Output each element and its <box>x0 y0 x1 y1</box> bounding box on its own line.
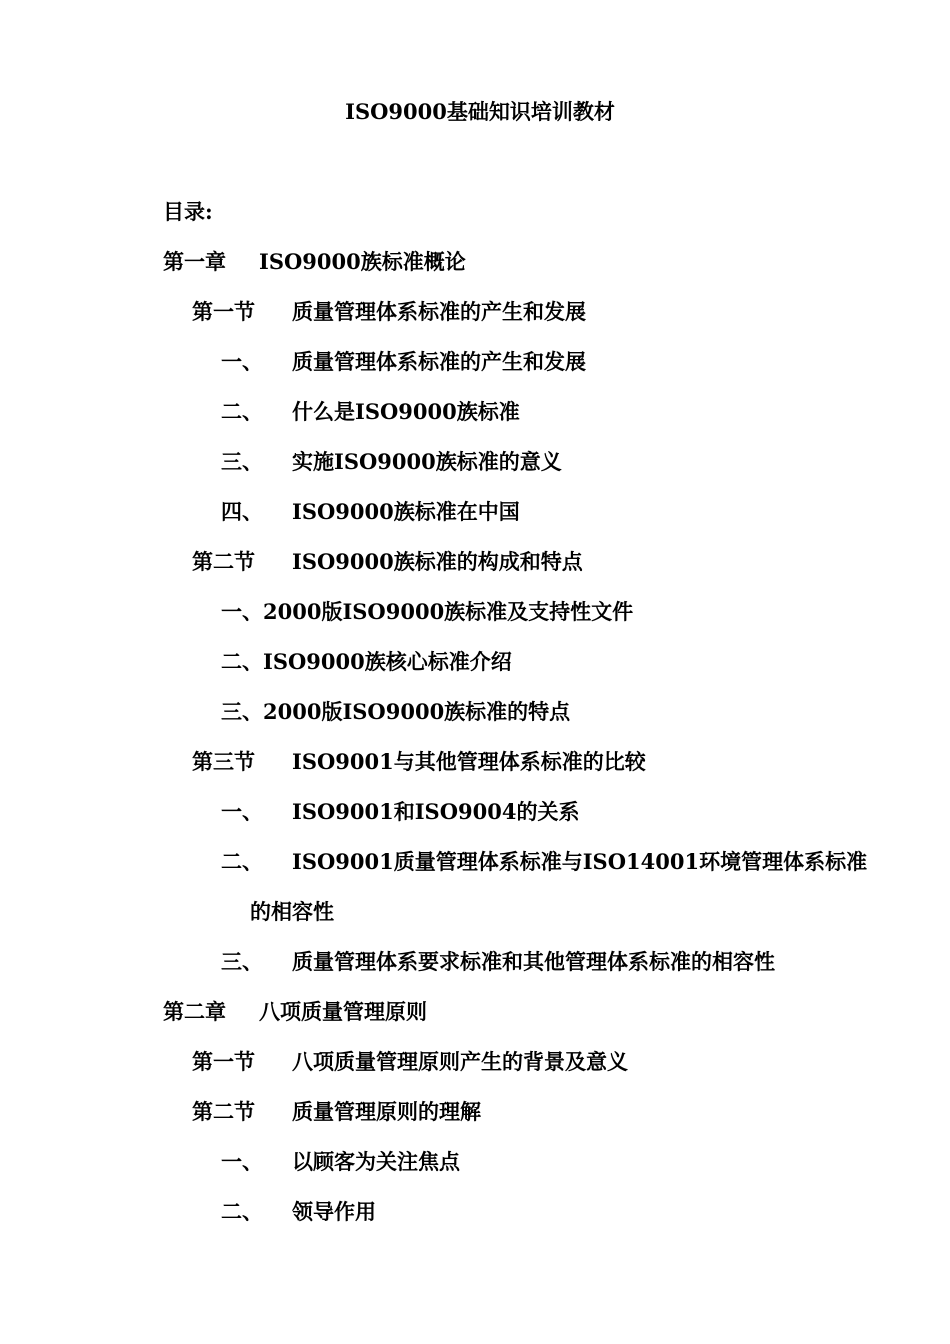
toc-entry-number: 一、 <box>221 799 263 824</box>
toc-entry <box>0 1147 950 1197</box>
toc-entry <box>0 897 950 947</box>
toc-entry-text: 质量管理体系要求标准和其他管理体系标准的相容性 <box>292 949 775 974</box>
toc-entry-text: 以顾客为关注焦点 <box>292 1149 460 1174</box>
toc-entry-number: 一、 <box>221 349 263 374</box>
toc-entry-text: 什么是ISO9000族标准 <box>292 399 520 424</box>
toc-entry-text: ISO9001和ISO9004的关系 <box>292 799 580 824</box>
toc-entry <box>0 997 950 1047</box>
toc-entry-number: 第一章 <box>163 249 226 274</box>
toc-entry-text: 三、2000版ISO9000族标准的特点 <box>221 699 571 724</box>
toc-entry <box>0 747 950 797</box>
toc-entry <box>0 397 950 447</box>
toc-entry-text: ISO9000族标准概论 <box>259 249 466 274</box>
toc-entry-text: ISO9001与其他管理体系标准的比较 <box>292 749 646 774</box>
toc-entry <box>0 547 950 597</box>
document-title: ISO9000基础知识培训教材 <box>345 99 615 124</box>
toc-entry-text: 实施ISO9000族标准的意义 <box>292 449 562 474</box>
toc-entry <box>0 247 950 297</box>
toc-entry <box>0 697 950 747</box>
toc-entry-number: 二、 <box>221 399 263 424</box>
toc-entry-number: 四、 <box>221 499 263 524</box>
toc-entry <box>0 347 950 397</box>
toc-entry <box>0 647 950 697</box>
toc-entry-text: 一、2000版ISO9000族标准及支持性文件 <box>221 599 634 624</box>
toc-entry <box>0 797 950 847</box>
toc-entry-number: 第二章 <box>163 999 226 1024</box>
toc-entry-text: 领导作用 <box>292 1199 376 1224</box>
toc-entry <box>0 1097 950 1147</box>
toc-entry <box>0 297 950 347</box>
toc-entry-number: 二、 <box>221 849 263 874</box>
toc-entry-number: 一、 <box>221 1149 263 1174</box>
toc-entry <box>0 1197 950 1247</box>
toc-entry-text: 质量管理体系标准的产生和发展 <box>292 299 586 324</box>
toc-entry-text: 八项质量管理原则产生的背景及意义 <box>292 1049 628 1074</box>
toc-entry-number: 第二节 <box>192 1099 255 1124</box>
toc-entry-number: 第三节 <box>192 749 255 774</box>
toc-entry <box>0 1047 950 1097</box>
toc-entry-number: 三、 <box>221 949 263 974</box>
toc-entry-text: ISO9001质量管理体系标准与ISO14001环境管理体系标准 <box>292 849 868 874</box>
toc-entry <box>0 847 950 897</box>
toc-entry-text: 二、ISO9000族核心标准介绍 <box>221 649 512 674</box>
toc-entry-text: ISO9000族标准在中国 <box>292 499 520 524</box>
toc-entry-text: ISO9000族标准的构成和特点 <box>292 549 583 574</box>
toc-entry <box>0 497 950 547</box>
toc-entry <box>0 447 950 497</box>
toc-entry-number: 三、 <box>221 449 263 474</box>
toc-entry-number: 第一节 <box>192 299 255 324</box>
toc-entry-text: 八项质量管理原则 <box>259 999 427 1024</box>
table-of-contents <box>0 247 950 1247</box>
toc-entry-text: 质量管理原则的理解 <box>292 1099 481 1124</box>
toc-entry-text: 的相容性 <box>250 899 334 924</box>
toc-entry-number: 第一节 <box>192 1049 255 1074</box>
toc-heading: 目录: <box>163 199 213 224</box>
toc-entry <box>0 947 950 997</box>
toc-entry-number: 二、 <box>221 1199 263 1224</box>
toc-entry-text: 质量管理体系标准的产生和发展 <box>292 349 586 374</box>
toc-entry-number: 第二节 <box>192 549 255 574</box>
toc-entry <box>0 597 950 647</box>
